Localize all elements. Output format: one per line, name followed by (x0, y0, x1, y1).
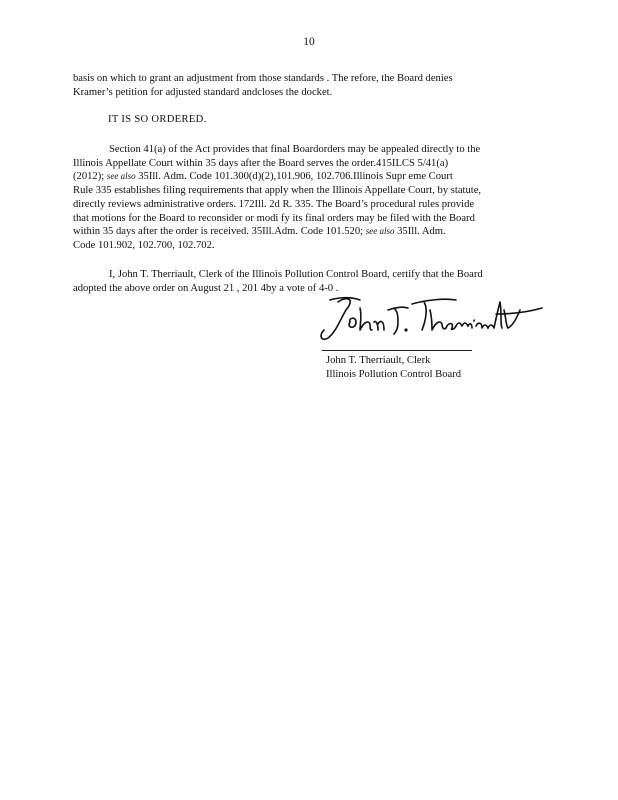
text-line: that motions for the Board to reconsider or modi fy its final orders may be filed with the Board (73, 212, 475, 224)
text-segment: within 35 days after the order is received. 35Ill.Adm. Code 101.520; (73, 226, 366, 238)
text-line: Kramer’s petition for adjusted standard andcloses the docket. (73, 86, 333, 98)
text-line (73, 170, 531, 184)
text-line: Code 101.902, 102.700, 102.702. (73, 239, 215, 251)
text-line (73, 225, 531, 239)
text-line: Rule 335 establishes filing requirements that apply when the Illinois Appellate Court, by statute, (73, 185, 482, 197)
paragraph-appeal-rights (73, 143, 531, 253)
paragraph-denial (73, 72, 531, 99)
page-number: 10 (303, 36, 315, 48)
text-line: I, John T. Therriault, Clerk of the Illinois Pollution Control Board, certify that the Board (109, 269, 483, 280)
ordered-statement: IT IS SO ORDERED. (108, 114, 207, 125)
clerk-name: John T. Therriault, Clerk (326, 355, 431, 366)
signature-line (322, 350, 472, 351)
handwritten-signature (316, 288, 548, 348)
text-line: Section 41(a) of the Act provides that final Boardorders may be appealed directly to the (109, 144, 481, 155)
clerk-organization: Illinois Pollution Control Board (326, 369, 462, 380)
text-segment: (2012); (73, 171, 107, 183)
text-segment: 35Ill. Adm. Code 101.300(d)(2),101.906, 102.706.Illinois Supr eme Court (135, 171, 453, 183)
italic-citation-signal: see also (106, 171, 136, 182)
text-line: directly reviews administrative orders. 172Ill. 2d R. 335. The Board’s procedural rules provide (73, 198, 475, 210)
text-line: Illinois Appellate Court within 35 days after the Board serves the order.415ILCS 5/41(a) (73, 157, 449, 169)
text-line: adopted the above order on August 21 , 201 4by a vote of 4-0 . (73, 282, 339, 294)
text-segment: 35Ill. Adm. (394, 226, 446, 238)
text-line: basis on which to grant an adjustment from those standards . The refore, the Board denies (73, 73, 453, 84)
signature-block (326, 354, 461, 382)
italic-citation-signal: see also (365, 226, 395, 237)
